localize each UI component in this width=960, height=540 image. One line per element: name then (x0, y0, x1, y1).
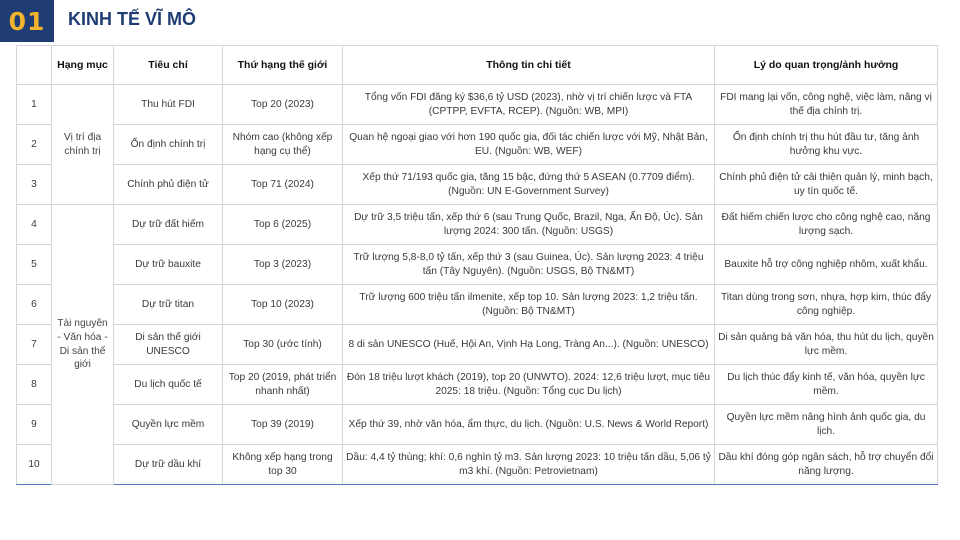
page-header (0, 0, 960, 42)
column-header-reason: Lý do quan trọng/ảnh hưởng (715, 46, 938, 85)
reason-cell: Bauxite hỗ trợ công nghiệp nhôm, xuất khẩu. (715, 245, 938, 285)
row-number: 1 (17, 85, 52, 125)
section-number-badge: 01 (0, 0, 54, 42)
criterion-cell: Dự trữ đất hiếm (114, 205, 223, 245)
reason-cell: Di sản quảng bá văn hóa, thu hút du lịch, quyền lực mềm. (715, 325, 938, 365)
category-cell: Tài nguyên - Văn hóa - Di sản thế giới (52, 205, 114, 485)
rank-cell: Top 3 (2023) (223, 245, 343, 285)
table-row (17, 285, 938, 325)
criterion-cell: Quyền lực mềm (114, 405, 223, 445)
criterion-cell: Chính phủ điện tử (114, 165, 223, 205)
column-header-criterion: Tiêu chí (114, 46, 223, 85)
rank-cell: Top 39 (2019) (223, 405, 343, 445)
row-number: 9 (17, 405, 52, 445)
column-header-no (17, 46, 52, 85)
table-row (17, 245, 938, 285)
rank-cell: Nhóm cao (không xếp hạng cụ thể) (223, 125, 343, 165)
detail-cell: Dự trữ 3,5 triệu tấn, xếp thứ 6 (sau Trung Quốc, Brazil, Nga, Ấn Độ, Úc). Sản lượng 2024: 300 tấn. (Nguồn: USGS) (343, 205, 715, 245)
reason-cell: Dầu khí đóng góp ngân sách, hỗ trợ chuyển đổi năng lượng. (715, 445, 938, 485)
reason-cell: Ổn định chính trị thu hút đầu tư, tăng ảnh hưởng khu vực. (715, 125, 938, 165)
reason-cell: Chính phủ điện tử cải thiện quản lý, minh bạch, uy tín quốc tế. (715, 165, 938, 205)
rank-cell: Top 6 (2025) (223, 205, 343, 245)
reason-cell: Quyền lực mềm nâng hình ảnh quốc gia, du lịch. (715, 405, 938, 445)
macro-economy-table (16, 45, 938, 485)
category-cell: Vị trí địa chính trị (52, 85, 114, 205)
rank-cell: Không xếp hạng trong top 30 (223, 445, 343, 485)
row-number: 10 (17, 445, 52, 485)
table-row (17, 205, 938, 245)
table-row (17, 125, 938, 165)
row-number: 8 (17, 365, 52, 405)
table-row (17, 325, 938, 365)
table-header-row (17, 46, 938, 85)
column-header-world-rank: Thứ hạng thế giới (223, 46, 343, 85)
criterion-cell: Du lịch quốc tế (114, 365, 223, 405)
criterion-cell: Di sản thế giới UNESCO (114, 325, 223, 365)
rank-cell: Top 10 (2023) (223, 285, 343, 325)
table-row (17, 365, 938, 405)
rank-cell: Top 30 (ước tính) (223, 325, 343, 365)
detail-cell: Tổng vốn FDI đăng ký $36,6 tỷ USD (2023), nhờ vị trí chiến lược và FTA (CPTPP, EVFTA, RCEP). (Nguồn: WB, MPI) (343, 85, 715, 125)
rank-cell: Top 20 (2023) (223, 85, 343, 125)
detail-cell: Đón 18 triệu lượt khách (2019), top 20 (UNWTO). 2024: 12,6 triệu lượt, mục tiêu 2025: 18 triệu. (Nguồn: Tổng cục Du lịch) (343, 365, 715, 405)
criterion-cell: Dự trữ titan (114, 285, 223, 325)
column-header-detail: Thông tin chi tiết (343, 46, 715, 85)
row-number: 2 (17, 125, 52, 165)
criterion-cell: Dự trữ dầu khí (114, 445, 223, 485)
column-header-category: Hạng mục (52, 46, 114, 85)
detail-cell: Trữ lượng 600 triệu tấn ilmenite, xếp top 10. Sản lượng 2023: 1,2 triệu tấn. (Nguồn: Bộ TN&MT) (343, 285, 715, 325)
detail-cell: 8 di sản UNESCO (Huế, Hội An, Vịnh Hạ Long, Tràng An...). (Nguồn: UNESCO) (343, 325, 715, 365)
reason-cell: FDI mang lại vốn, công nghệ, việc làm, nâng vị thế địa chính trị. (715, 85, 938, 125)
criterion-cell: Thu hút FDI (114, 85, 223, 125)
rank-cell: Top 20 (2019, phát triển nhanh nhất) (223, 365, 343, 405)
detail-cell: Quan hệ ngoại giao với hơn 190 quốc gia, đối tác chiến lược với Mỹ, Nhật Bản, EU. (Nguồn: WB, WEF) (343, 125, 715, 165)
table-row (17, 165, 938, 205)
row-number: 5 (17, 245, 52, 285)
table-row (17, 85, 938, 125)
detail-cell: Xếp thứ 39, nhờ văn hóa, ẩm thực, du lịch. (Nguồn: U.S. News & World Report) (343, 405, 715, 445)
table-row (17, 445, 938, 485)
criterion-cell: Ổn định chính trị (114, 125, 223, 165)
page-title: KINH TẾ VĨ MÔ (68, 9, 197, 29)
reason-cell: Titan dùng trong sơn, nhựa, hợp kim, thúc đẩy công nghiệp. (715, 285, 938, 325)
row-number: 7 (17, 325, 52, 365)
detail-cell: Dầu: 4,4 tỷ thùng; khí: 0,6 nghìn tỷ m3. Sản lượng 2023: 10 triệu tấn dầu, 5,06 tỷ m3 khí. (Nguồn: Petrovietnam) (343, 445, 715, 485)
table-row (17, 405, 938, 445)
row-number: 4 (17, 205, 52, 245)
reason-cell: Đất hiếm chiến lược cho công nghệ cao, năng lượng sạch. (715, 205, 938, 245)
row-number: 3 (17, 165, 52, 205)
criterion-cell: Dự trữ bauxite (114, 245, 223, 285)
rank-cell: Top 71 (2024) (223, 165, 343, 205)
detail-cell: Trữ lượng 5,8-8,0 tỷ tấn, xếp thứ 3 (sau Guinea, Úc). Sản lượng 2023: 4 triệu tấn (Tây Nguyên). (Nguồn: USGS, Bộ TN&MT) (343, 245, 715, 285)
row-number: 6 (17, 285, 52, 325)
detail-cell: Xếp thứ 71/193 quốc gia, tăng 15 bậc, đứng thứ 5 ASEAN (0.7709 điểm). (Nguồn: UN E-Government Survey) (343, 165, 715, 205)
reason-cell: Du lịch thúc đẩy kinh tế, văn hóa, quyền lực mềm. (715, 365, 938, 405)
